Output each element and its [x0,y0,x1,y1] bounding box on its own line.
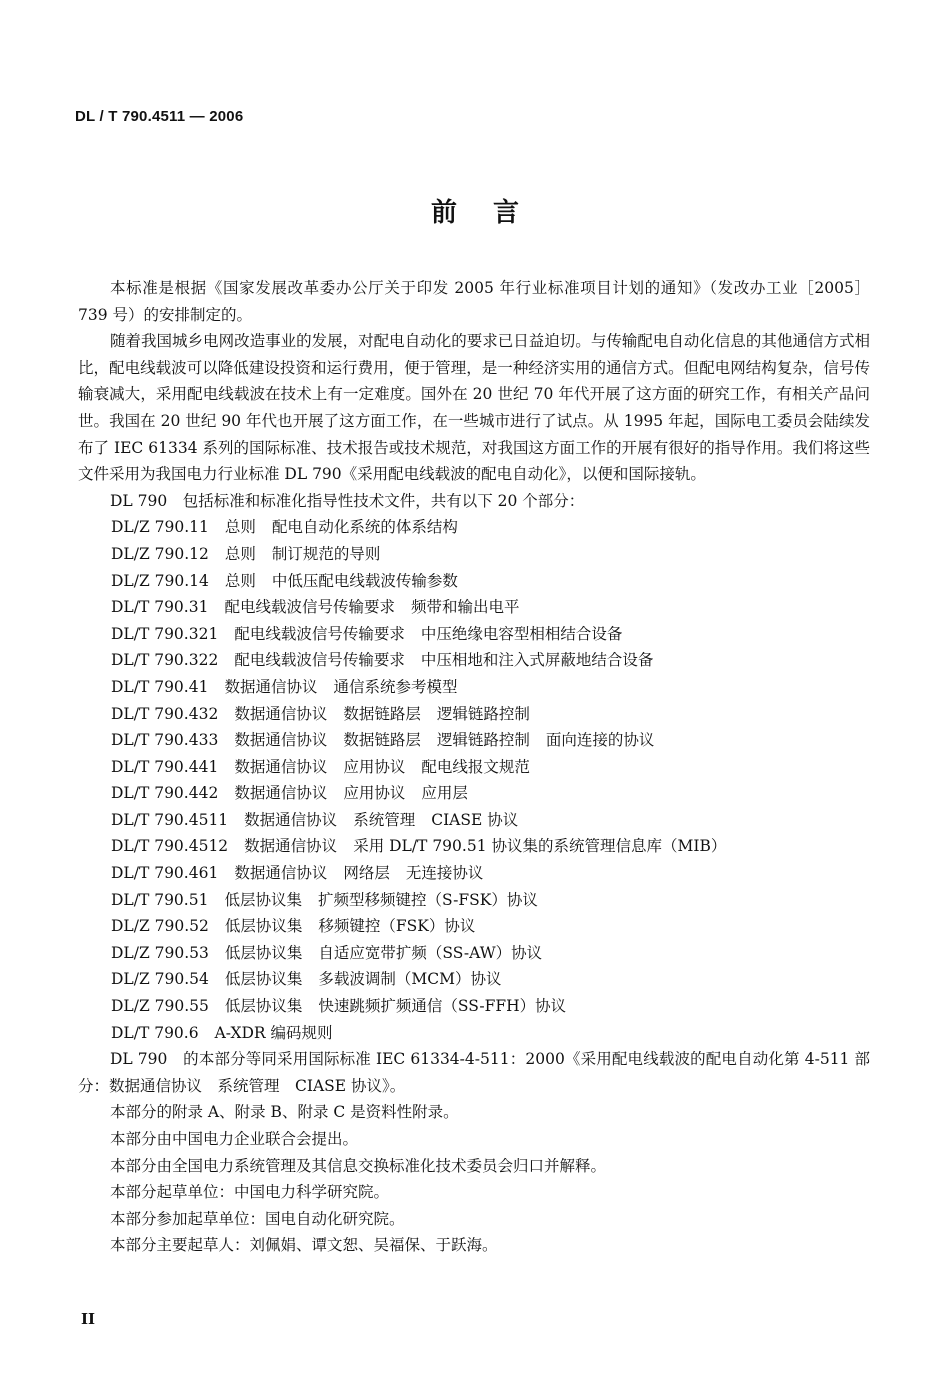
paragraph-adoption: DL 790 的本部分等同采用国际标准 IEC 61334-4-511：2000《采用配电线载波的配电自动化第 4-511 部分：数据通信协议 系统管理 CIASE 协议》。 [78,1050,870,1095]
part-title-segment: 系统管理 [353,810,416,829]
paragraph-drafters: 本部分主要起草人：刘佩娟、谭文恕、吴福保、于跃海。 [110,1236,498,1255]
part-title-segment: 总则 [224,544,256,563]
part-list-item [78,780,870,807]
page-number: II [81,1310,96,1328]
paragraph-participating-unit: 本部分参加起草单位：国电自动化研究院。 [110,1209,405,1228]
part-code: DL/T 790.6 [111,1023,199,1042]
part-title-segment: 无连接协议 [405,864,484,883]
paragraph-basis: 本标准是根据《国家发展改革委办公厅关于印发 2005 年行业标准项目计划的通知》（发改办工业［2005］739 号）的安排制定的。 [78,279,870,324]
part-title-segment: 数据通信协议 [234,864,328,883]
part-title-segment: 移频键控（FSK）协议 [318,917,476,936]
part-list-item [78,807,870,834]
paragraph-annexes: 本部分的附录 A、附录 B、附录 C 是资料性附录。 [110,1103,459,1122]
part-title-segment: 总则 [224,571,256,590]
part-title-segment: 数据链路层 [343,704,421,723]
part-title-segment: 低层协议集 [224,970,303,989]
part-code: DL/T 790.51 [111,890,209,909]
part-title-segment: 配电线载波信号传输要求 [224,598,395,617]
part-code: DL/T 790.461 [111,864,219,883]
part-title-segment: CIASE 协议 [431,810,519,829]
paragraph-background: 随着我国城乡电网改造事业的发展，对配电自动化的要求已日益迫切。与传输配电自动化信息的其他通信方式相比，配电线载波可以降低建设投资和运行费用，便于管理，是一种经济实用的通信方式。但配电网结构复杂，信号传输衰减大，采用配电线载波在技术上有一定难度。国外在 20 世纪 70 年代开展了这方面的研究工作，有相关产品问世。我国在 20 世纪 90 年代也开展了这方面工作，在一些城市进行了试点。从 1995 年起，国际电工委员会陆续发布了 IEC 61334 系列的国际标准、技术报告或技术规范，对我国这方面工作的开展有很好的指导作用。我们将这些文件采用为我国电力行业标准 DL 790《采用配电线载波的配电自动化》，以便和国际接轨。 [78,332,870,484]
part-list-item [78,701,870,728]
part-list-item [78,940,870,967]
part-title-segment: 配电线载波信号传输要求 [234,624,405,643]
part-title-segment: 中压相地和注入式屏蔽地结合设备 [420,651,654,670]
part-list-item [78,754,870,781]
part-code: DL/Z 790.14 [111,571,209,590]
part-title-segment: 配电线报文规范 [421,757,530,776]
part-title-segment: 总则 [224,518,256,537]
part-list-item [78,674,870,701]
part-code: DL/T 790.441 [111,757,219,776]
paragraph-proposer: 本部分由中国电力企业联合会提出。 [110,1130,359,1148]
part-code: DL/T 790.433 [111,731,219,750]
part-code: DL/Z 790.12 [111,544,209,563]
part-list-item [78,913,870,940]
part-title-segment: 数据通信协议 [234,784,328,803]
part-title-segment: 低层协议集 [224,917,303,936]
part-title-segment: 采用 DL/T 790.51 协议集的系统管理信息库（MIB） [353,837,727,856]
part-title-segment: 配电自动化系统的体系结构 [271,518,458,537]
part-code: DL/T 790.31 [111,598,209,617]
part-code: DL/T 790.432 [111,704,219,723]
part-code: DL/Z 790.54 [111,970,209,989]
part-title-segment: 数据通信协议 [244,810,338,829]
part-list-item [78,887,870,914]
part-code: DL/T 790.41 [111,677,209,696]
part-title-segment: 低层协议集 [224,890,302,909]
part-title-segment: 面向连接的协议 [545,731,655,750]
part-title-segment: 应用协议 [343,784,406,803]
part-code: DL/T 790.4512 [111,837,229,856]
part-code: DL/T 790.4511 [111,810,229,829]
part-title-segment: 网络层 [343,864,390,883]
part-code: DL/Z 790.55 [111,997,209,1016]
part-title-segment: 自适应宽带扩频（SS-AW）协议 [318,943,543,962]
standard-code-header: DL / T 790.4511 — 2006 [75,108,244,125]
part-list-item [78,1020,870,1047]
part-list-item [78,833,870,860]
part-list-item [78,647,870,674]
part-list-item [78,594,870,621]
part-title-segment: 数据通信协议 [234,704,328,723]
part-title-segment: 多载波调制（MCM）协议 [318,970,502,989]
part-list-item [78,621,870,648]
paragraph-responsible: 本部分由全国电力系统管理及其信息交换标准化技术委员会归口并解释。 [110,1156,607,1175]
part-code: DL/T 790.322 [111,651,219,670]
page-title: 前言 [430,198,555,228]
part-title-segment: 通信系统参考模型 [333,677,458,696]
part-code: DL/T 790.442 [111,784,219,803]
part-list-item [78,568,870,595]
part-list-item [78,966,870,993]
part-title-segment: 数据通信协议 [234,731,328,750]
foreword-body [78,275,870,1259]
part-title-segment: 数据通信协议 [244,837,338,856]
part-list-item [78,727,870,754]
parts-list [78,514,870,1046]
part-title-segment: 逻辑链路控制 [436,731,530,750]
part-title-segment: 数据通信协议 [234,757,328,776]
part-title-segment: 应用协议 [343,757,406,776]
part-title-segment: 中压绝缘电容型相相结合设备 [420,624,623,643]
part-list-item [78,514,870,541]
part-title-segment: 低层协议集 [224,997,303,1016]
part-code: DL/Z 790.53 [111,943,209,962]
paragraph-drafting-unit: 本部分起草单位：中国电力科学研究院。 [110,1183,390,1202]
part-title-segment: 快速跳频扩频通信（SS-FFH）协议 [318,997,567,1016]
part-list-item [78,993,870,1020]
part-code: DL/Z 790.11 [111,518,209,537]
part-title-segment: 频带和输出电平 [410,598,520,617]
part-title-segment: 配电线载波信号传输要求 [234,651,405,670]
part-title-segment: 数据链路层 [343,731,421,750]
part-title-segment: 制订规范的导则 [271,544,381,563]
part-title-segment: 低层协议集 [224,943,303,962]
paragraph-parts-intro: DL 790 包括标准和标准化指导性技术文件，共有以下 20 个部分： [110,491,585,510]
part-title-segment: 逻辑链路控制 [436,704,530,723]
part-title-segment: 数据通信协议 [224,677,318,696]
part-title-segment: 中低压配电线载波传输参数 [271,571,458,590]
part-list-item [78,541,870,568]
part-code: DL/T 790.321 [111,624,219,643]
part-code: DL/Z 790.52 [111,917,209,936]
part-title-segment: 扩频型移频键控（S-FSK）协议 [317,890,538,909]
part-list-item [78,860,870,887]
part-title-segment: A-XDR 编码规则 [214,1023,333,1042]
part-title-segment: 应用层 [421,784,468,803]
